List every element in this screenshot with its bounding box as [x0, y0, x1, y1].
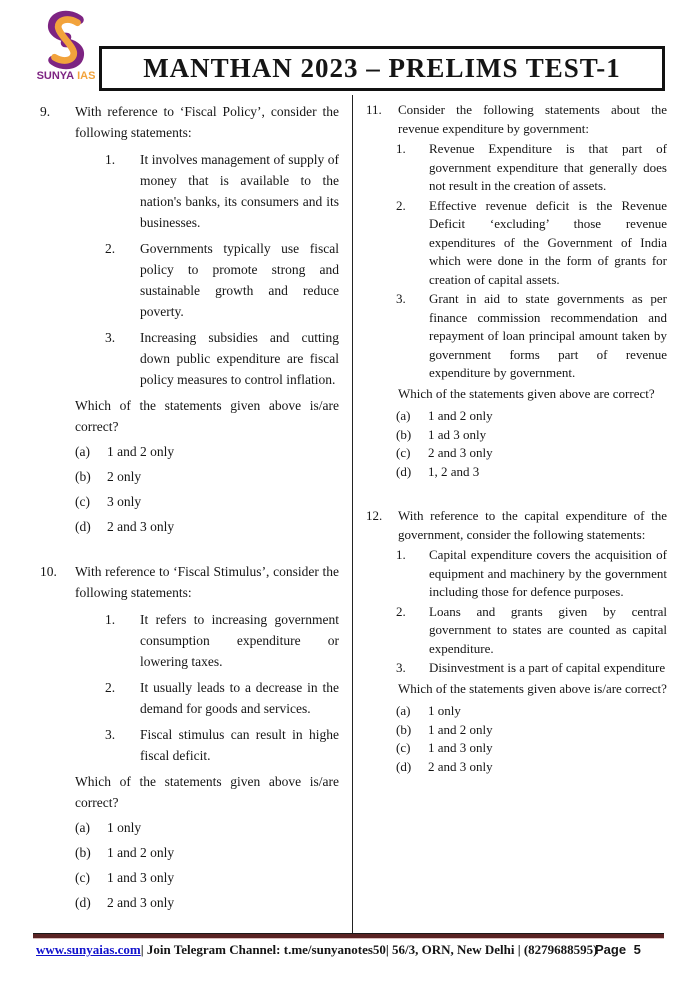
statement-item [105, 149, 339, 233]
question-number: 12. [366, 508, 383, 523]
logo-text-ias: IAS [77, 70, 96, 82]
option-label: (b) [75, 845, 91, 860]
statement-number: 3. [396, 660, 406, 675]
option-label: (d) [75, 519, 91, 534]
question-prompt: Which of the statements given above is/are correct? [398, 680, 667, 696]
statement-number: 2. [105, 680, 116, 695]
option-label: (c) [75, 494, 90, 509]
footer-rule [33, 933, 664, 939]
option-text: 2 only [107, 469, 142, 484]
test-title-box [99, 46, 665, 91]
question-prompt: Which of the statements given above is/are correct? [75, 774, 339, 810]
statement-number: 3. [105, 727, 116, 742]
option-item [396, 444, 667, 463]
statement-list [40, 609, 339, 766]
option-text: 2 and 3 only [107, 895, 175, 910]
option-label: (c) [75, 870, 90, 885]
option-text: 1 and 3 only [107, 870, 175, 885]
option-item [396, 463, 667, 482]
option-label: (a) [396, 408, 411, 423]
option-label: (d) [75, 895, 91, 910]
option-label: (b) [396, 721, 412, 737]
statement-text: It refers to increasing government consumption expenditure or lowering taxes. [140, 612, 339, 669]
option-text: 1 and 3 only [428, 740, 493, 755]
statement-number: 1. [105, 612, 116, 627]
option-text: 1, 2 and 3 [428, 463, 480, 479]
option-text: 2 and 3 only [107, 519, 175, 534]
option-item [396, 702, 667, 721]
option-list [396, 407, 667, 481]
question-12 [366, 507, 667, 776]
logo-wordmark [30, 70, 102, 82]
option-item [396, 721, 667, 740]
option-item [75, 491, 339, 512]
questions-area [33, 95, 667, 933]
statement-number: 1. [396, 141, 406, 156]
option-text: 1 only [107, 820, 142, 835]
option-label: (a) [75, 444, 90, 459]
statement-item [105, 677, 339, 719]
statement-text: Governments typically use fiscal policy to promote strong and sustainable growth and reduce poverty. [140, 241, 339, 319]
footer-contact-text: | Join Telegram Channel: t.me/sunyanotes50| 56/3, ORN, New Delhi | (8279688595) [140, 942, 598, 957]
option-item [75, 892, 339, 913]
option-text: 1 and 2 only [428, 721, 493, 737]
option-label: (b) [396, 426, 412, 442]
option-item [75, 516, 339, 537]
footer-info [36, 942, 597, 958]
question-head [366, 507, 667, 544]
question-head [40, 561, 339, 603]
option-list [75, 817, 339, 913]
option-item [75, 842, 339, 863]
question-prompt: Which of the statements given above are correct? [398, 385, 655, 401]
statement-item [105, 609, 339, 672]
option-item [75, 867, 339, 888]
option-label: (a) [75, 820, 90, 835]
question-10 [40, 561, 339, 913]
option-list [75, 441, 339, 537]
option-text: 1 and 2 only [428, 408, 493, 423]
question-number: 10. [40, 564, 57, 579]
statement-number: 2. [105, 241, 116, 256]
statement-item [396, 290, 667, 383]
option-text: 2 and 3 only [428, 445, 493, 460]
statement-text: Capital expenditure covers the acquisition of equipment and machinery by the government including those for defence purposes. [429, 547, 667, 599]
sunya-ias-logo [30, 10, 102, 82]
statement-list [366, 140, 667, 383]
statement-text: Effective revenue deficit is the Revenue Deficit ‘excluding’ those revenue expenditures of the Government of India which were done in the form of grants for creation of capital assets. [429, 197, 667, 287]
option-label: (c) [396, 740, 411, 755]
statement-number: 1. [396, 547, 406, 562]
left-column [33, 95, 352, 933]
statement-item [396, 659, 667, 678]
option-list [396, 702, 667, 776]
logo-text-sunya: SUNYA [36, 70, 75, 82]
option-item [396, 739, 667, 758]
question-head [366, 101, 667, 138]
statement-item [396, 140, 667, 196]
statement-text: It involves management of supply of money that is available to the nation's banks, its consumers and its businesses. [140, 152, 339, 230]
question-number: 9. [40, 104, 51, 119]
page-number: Page 5 [595, 942, 641, 957]
statement-list [366, 546, 667, 678]
question-head [40, 101, 339, 143]
right-column [352, 95, 667, 933]
test-title: MANTHAN 2023 – PRELIMS TEST-1 [143, 53, 621, 83]
option-text: 1 and 2 only [107, 444, 175, 459]
option-text: 3 only [107, 494, 142, 509]
option-item [396, 407, 667, 426]
statement-number: 2. [396, 603, 406, 619]
question-intro: With reference to the capital expenditure of the government, consider the following statements: [398, 508, 667, 542]
statement-number: 2. [396, 197, 406, 213]
option-item [396, 426, 667, 445]
option-label: (d) [396, 463, 412, 479]
option-text: 1 ad 3 only [428, 426, 487, 442]
question-number: 11. [366, 102, 382, 117]
statement-text: It usually leads to a decrease in the demand for goods and services. [140, 680, 339, 716]
option-text: 2 and 3 only [428, 758, 493, 774]
question-prompt: Which of the statements given above is/are correct? [75, 398, 339, 434]
logo-s-icon [41, 10, 91, 70]
statement-text: Fiscal stimulus can result in highe fiscal deficit. [140, 727, 339, 763]
question-9 [40, 101, 339, 537]
option-text: 1 and 2 only [107, 845, 175, 860]
option-text: 1 only [428, 703, 461, 718]
statement-text: Increasing subsidies and cutting down public expenditure are fiscal policy measures to control inflation. [140, 330, 339, 387]
statement-number: 3. [396, 291, 406, 306]
option-label: (d) [396, 758, 412, 774]
statement-item [396, 197, 667, 290]
statement-text: Disinvestment is a part of capital expenditure [429, 660, 666, 675]
statement-text: Revenue Expenditure is that part of government expenditure that generally does not result in the creation of assets. [429, 141, 667, 193]
statement-text: Grant in aid to state governments as per finance commission recommendation and repayment of loan principal amount taken by government forms part of revenue expenditure by government. [429, 291, 667, 380]
option-item [75, 441, 339, 462]
question-11 [366, 101, 667, 481]
statement-item [396, 546, 667, 602]
statement-text: Loans and grants given by central government to states are counted as capital expenditure. [429, 603, 667, 656]
statement-item [396, 603, 667, 659]
statement-list [40, 149, 339, 390]
statement-number: 1. [105, 152, 116, 167]
question-intro: With reference to ‘Fiscal Stimulus’, consider the following statements: [75, 564, 339, 600]
website-link[interactable]: www.sunyaias.com [36, 942, 141, 957]
option-item [75, 466, 339, 487]
option-label: (b) [75, 469, 91, 484]
statement-item [105, 327, 339, 390]
option-label: (a) [396, 703, 411, 718]
option-item [75, 817, 339, 838]
statement-number: 3. [105, 330, 116, 345]
option-label: (c) [396, 445, 411, 460]
statement-item [105, 724, 339, 766]
option-item [396, 758, 667, 777]
statement-item [105, 238, 339, 322]
question-intro: Consider the following statements about the revenue expenditure by government: [398, 102, 667, 136]
question-intro: With reference to ‘Fiscal Policy’, consider the following statements: [75, 104, 339, 140]
